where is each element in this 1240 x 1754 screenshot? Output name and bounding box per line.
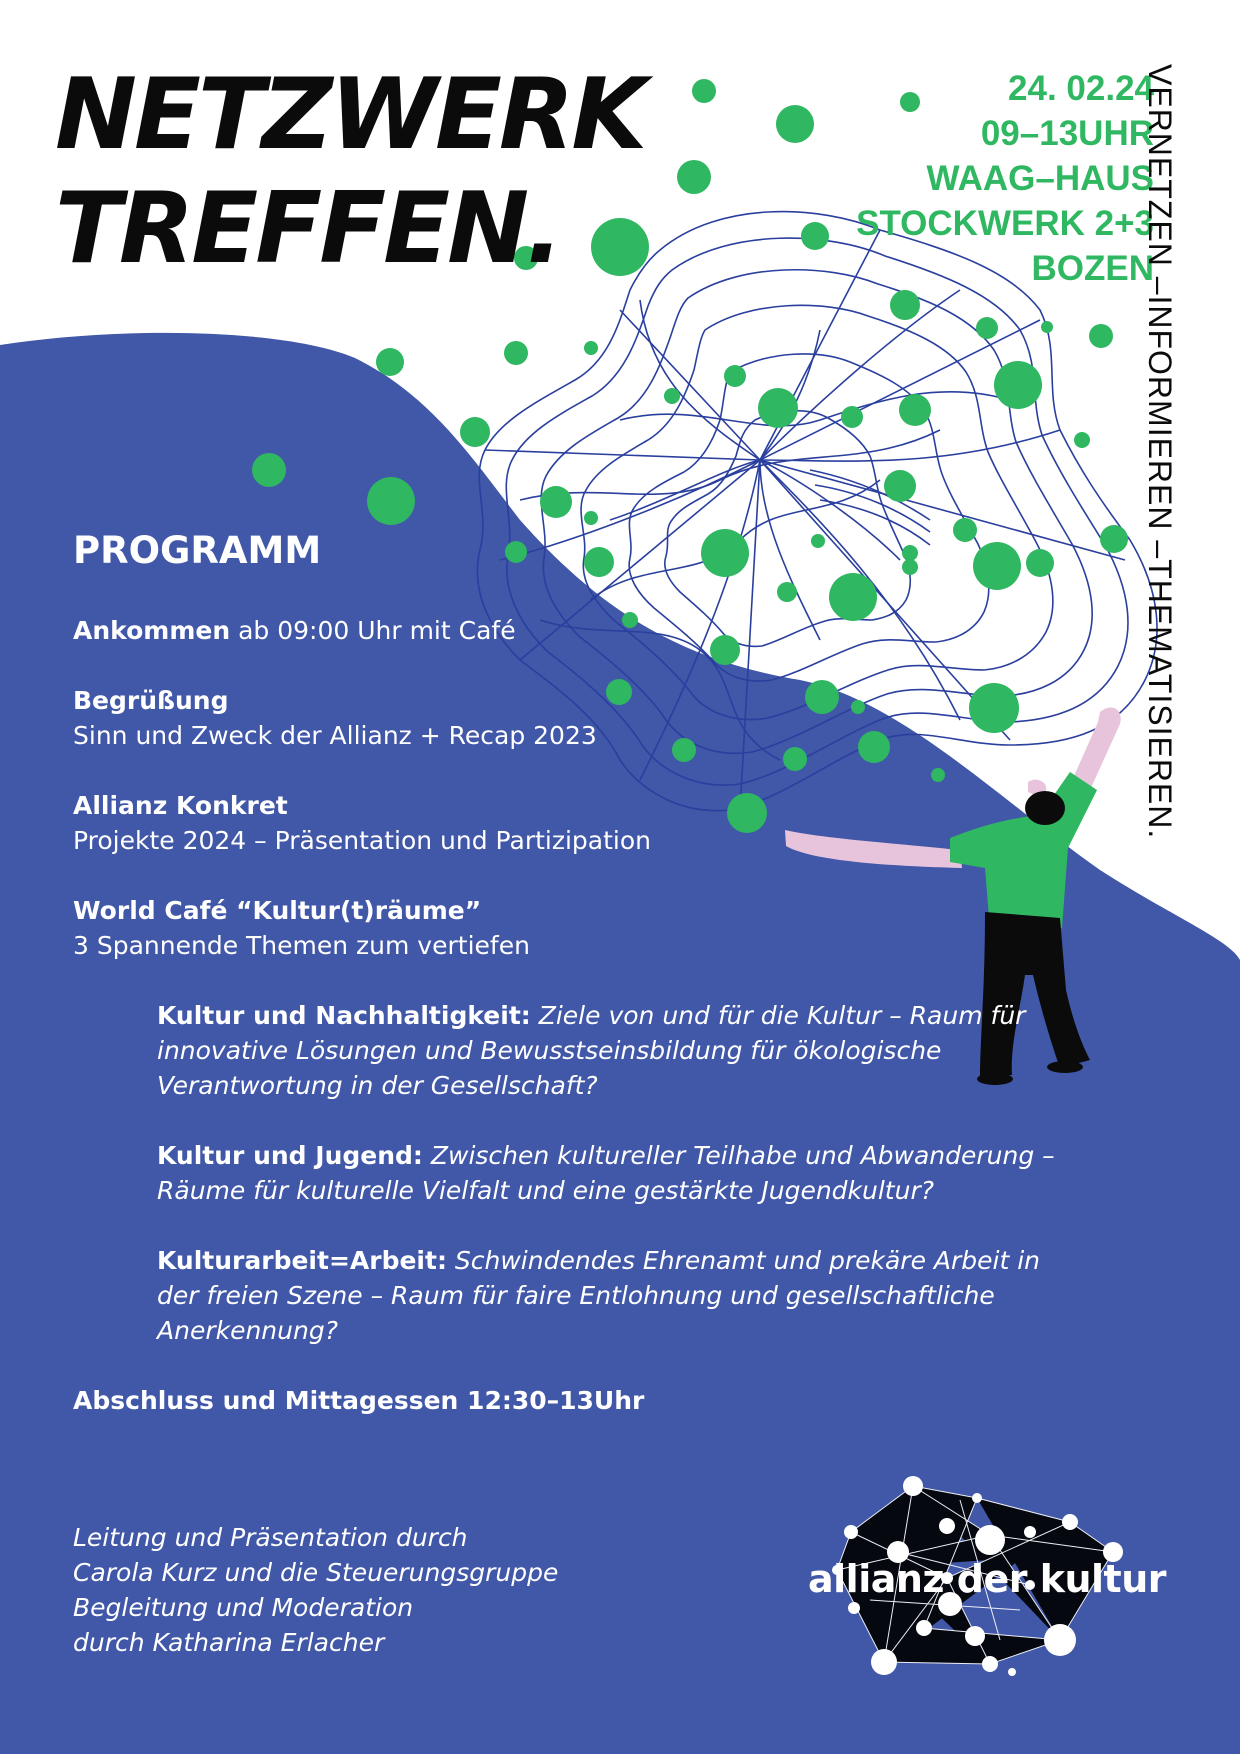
allianz-text: Projekte 2024 – Präsentation und Partizipation — [73, 826, 652, 855]
topic-title: Kulturarbeit=Arbeit: — [157, 1246, 447, 1275]
credits-line: durch Katharina Erlacher — [73, 1628, 385, 1657]
program-heading: PROGRAMM — [73, 529, 322, 572]
event-floor: STOCKWERK 2+3 — [856, 204, 1154, 243]
arrival-label: Ankommen — [73, 616, 231, 645]
event-time: 09–13UHR — [980, 114, 1154, 153]
program-item-arrival — [73, 613, 1033, 648]
worldcafe-text: 3 Spannende Themen zum vertiefen — [73, 931, 530, 960]
worldcafe-title: World Café “Kultur(t)räume” — [73, 896, 482, 925]
credits-line: Carola Kurz und die Steuerungsgruppe — [73, 1558, 559, 1587]
event-info — [856, 66, 1154, 291]
program-item-allianz — [73, 788, 1033, 858]
arrival-text: ab 09:00 Uhr mit Café — [230, 616, 516, 645]
topic-text: Schwindendes Ehrenamt und prekäre Arbeit in der freien Szene – Raum für faire Entlohnung und gesellschaftliche Anerkennung? — [157, 1246, 1041, 1345]
program-item-welcome — [73, 683, 1033, 753]
event-city: BOZEN — [1031, 249, 1154, 288]
event-date: 24. 02.24 — [1008, 69, 1154, 108]
welcome-title: Begrüßung — [73, 686, 229, 715]
title-line-netzwerk: NETZWERK — [55, 58, 645, 172]
topic-text: Zwischen kultureller Teilhabe und Abwanderung – Räume für kulturelle Vielfalt und eine gestärkte Jugendkultur? — [157, 1141, 1055, 1205]
program-item-closing — [73, 1383, 1033, 1418]
welcome-text: Sinn und Zweck der Allianz + Recap 2023 — [73, 721, 597, 750]
vertical-tagline: VERNETZEN –INFORMIEREN –THEMATISIEREN. — [1142, 64, 1178, 840]
topic-text: Ziele von und für die Kultur – Raum für innovative Lösungen und Bewusstseinsbildung für ökologische Verantwortung in der Gesellschaft? — [157, 1001, 1026, 1100]
credits — [73, 1520, 558, 1660]
title-line-treffen: TREFFEN. — [55, 172, 561, 286]
topic-title: Kultur und Nachhaltigkeit: — [157, 1001, 531, 1030]
program-section — [73, 525, 1055, 1453]
allianz-logo-text: allianz der kultur — [808, 1557, 1167, 1601]
event-venue: WAAG–HAUS — [926, 159, 1154, 198]
topic-sustainability — [157, 998, 1057, 1103]
topic-cultural-work — [157, 1243, 1057, 1348]
topic-title: Kultur und Jugend: — [157, 1141, 423, 1170]
credits-line: Begleitung und Moderation — [73, 1593, 414, 1622]
program-item-worldcafe — [73, 893, 1033, 963]
allianz-title: Allianz Konkret — [73, 791, 288, 820]
topic-youth — [157, 1138, 1057, 1208]
credits-line: Leitung und Präsentation durch — [73, 1523, 468, 1552]
closing-text: Abschluss und Mittagessen 12:30–13Uhr — [73, 1386, 645, 1415]
